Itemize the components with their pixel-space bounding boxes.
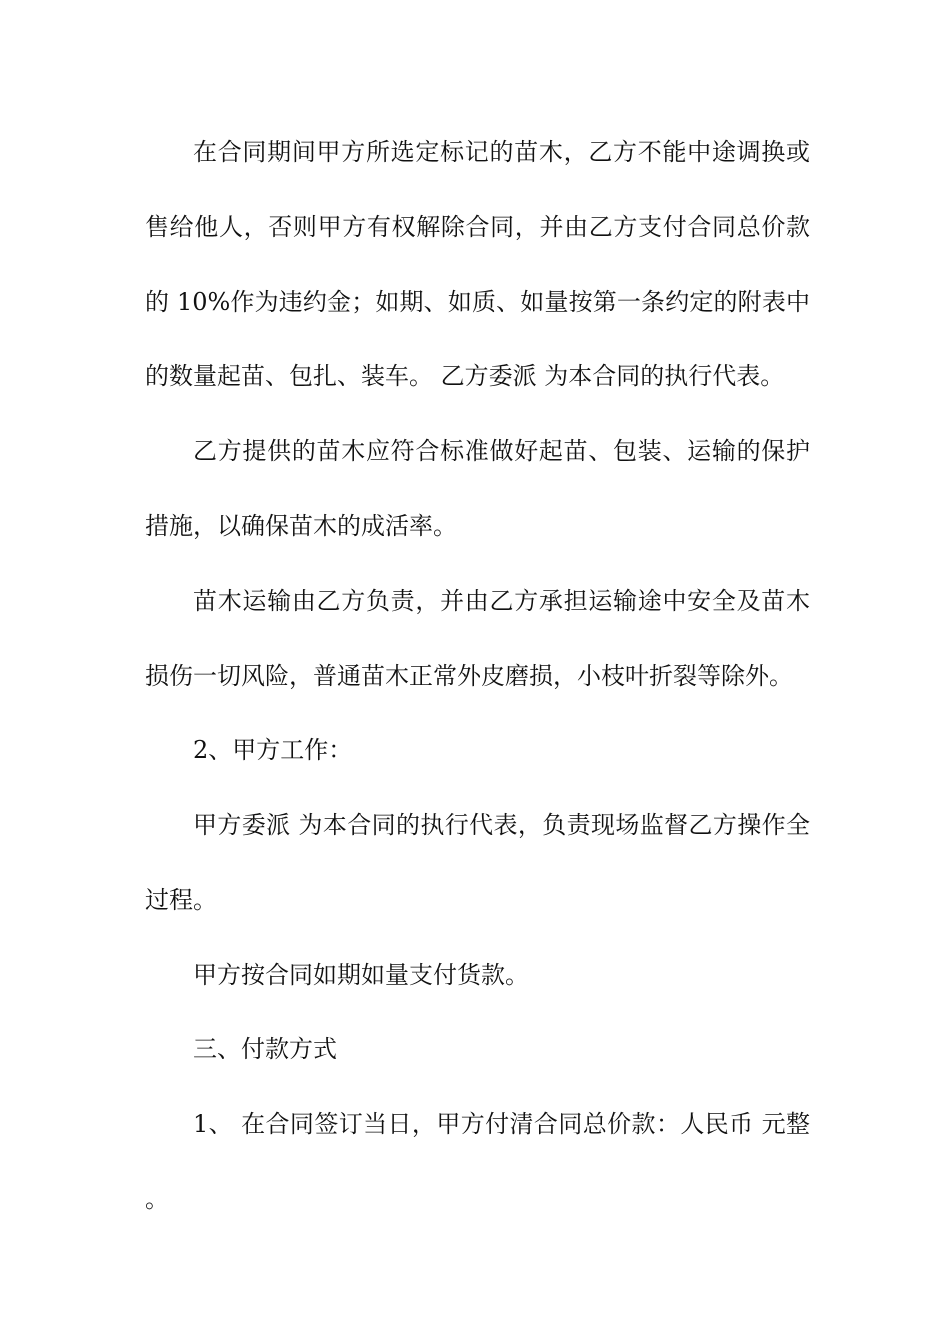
- section-heading: 三、付款方式: [193, 1035, 337, 1063]
- paragraph-line: 1、 在合同签订当日，甲方付清合同总价款：人民币 元整: [193, 1110, 810, 1138]
- paragraph-line: 甲方按合同如期如量支付货款。: [193, 961, 529, 989]
- paragraph-line: 苗木运输由乙方负责，并由乙方承担运输途中安全及苗木: [193, 587, 810, 615]
- paragraph-line: 乙方提供的苗木应符合标准做好起苗、包装、运输的保护: [193, 437, 810, 465]
- paragraph-line: 过程。: [145, 886, 217, 914]
- paragraph-line: 在合同期间甲方所选定标记的苗木，乙方不能中途调换或: [193, 138, 810, 166]
- paragraph-line: 甲方委派 为本合同的执行代表，负责现场监督乙方操作全: [193, 811, 810, 839]
- paragraph-line: 措施，以确保苗木的成活率。: [145, 512, 457, 540]
- paragraph-line: 售给他人，否则甲方有权解除合同，并由乙方支付合同总价款: [145, 213, 810, 241]
- paragraph-line: 。: [145, 1185, 169, 1213]
- paragraph-line: 的数量起苗、包扎、装车。 乙方委派 为本合同的执行代表。: [145, 362, 785, 390]
- paragraph-line: 的 10%作为违约金；如期、如质、如量按第一条约定的附表中: [145, 288, 810, 316]
- paragraph-line: 损伤一切风险，普通苗木正常外皮磨损，小枝叶折裂等除外。: [145, 662, 793, 690]
- section-heading: 2、甲方工作：: [193, 736, 353, 764]
